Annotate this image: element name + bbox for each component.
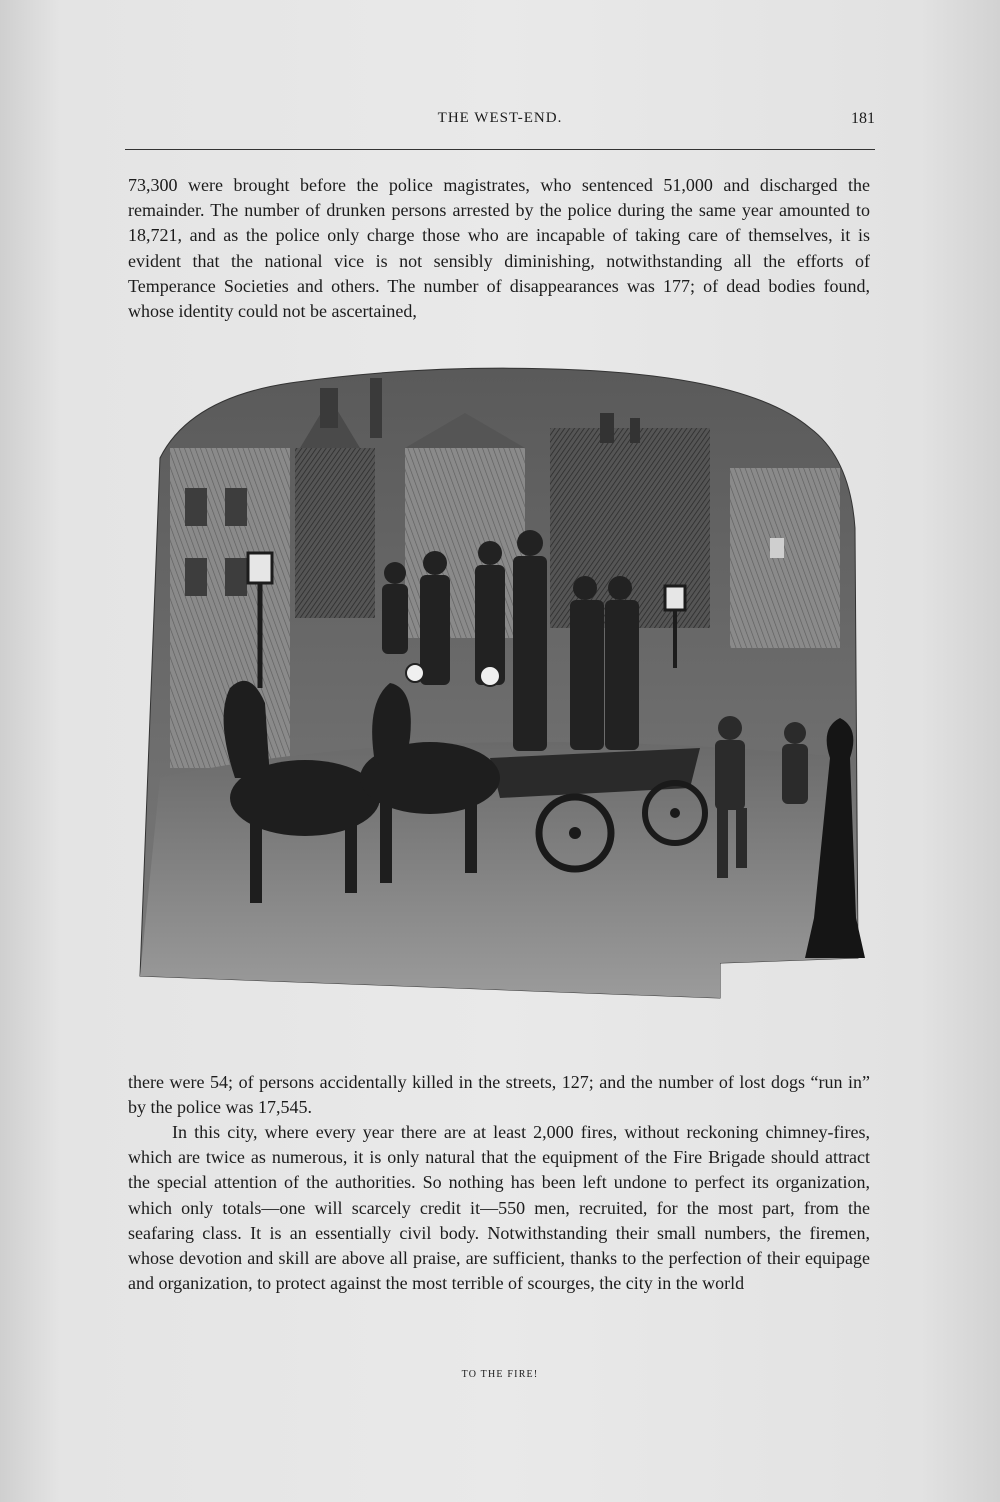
page-number: 181 xyxy=(851,110,875,127)
paragraph-2: there were 54; of persons accidentally killed in the streets, 127; and the number of lost dogs “run in” by the police was 17,545. xyxy=(128,1072,870,1118)
paragraph-1: 73,300 were brought before the police magistrates, who sentenced 51,000 and discharged the remainder. The number of drunken persons arrested by the police during the same year amounted to 18,721, and as the police only charge those who are incapable of taking care of themselves, it is evident that the national vice is not sensibly diminishing, notwithstanding all the efforts of Temperance Societies and others. The number of disappearances was 177; of dead bodies found, whose identity could not be ascertained, xyxy=(128,175,870,322)
illustration-caption: TO THE FIRE! xyxy=(461,1369,539,1380)
paragraph-3: In this city, where every year there are at least 2,000 fires, without reckoning chimney-fires, which are twice as numerous, it is only natural that the equipment of the Fire Brigade should attract the special attention of the authorities. So nothing has been left undone to perfect its organization, which only totals—one will scarcely credit it—550 men, recruited, for the most part, from the seafaring class. It is an essentially civil body. Notwithstanding their small numbers, the firemen, whose devotion and skill are above all praise, are sufficient, thanks to the perfection of their equipage and organization, to protect against the most terrible of scourges, the city in the world xyxy=(128,1122,870,1294)
running-head xyxy=(125,110,875,140)
fire-engine-engraving-image xyxy=(130,358,870,1008)
running-title: THE WEST-END. xyxy=(437,110,563,126)
header-rule xyxy=(125,149,875,150)
